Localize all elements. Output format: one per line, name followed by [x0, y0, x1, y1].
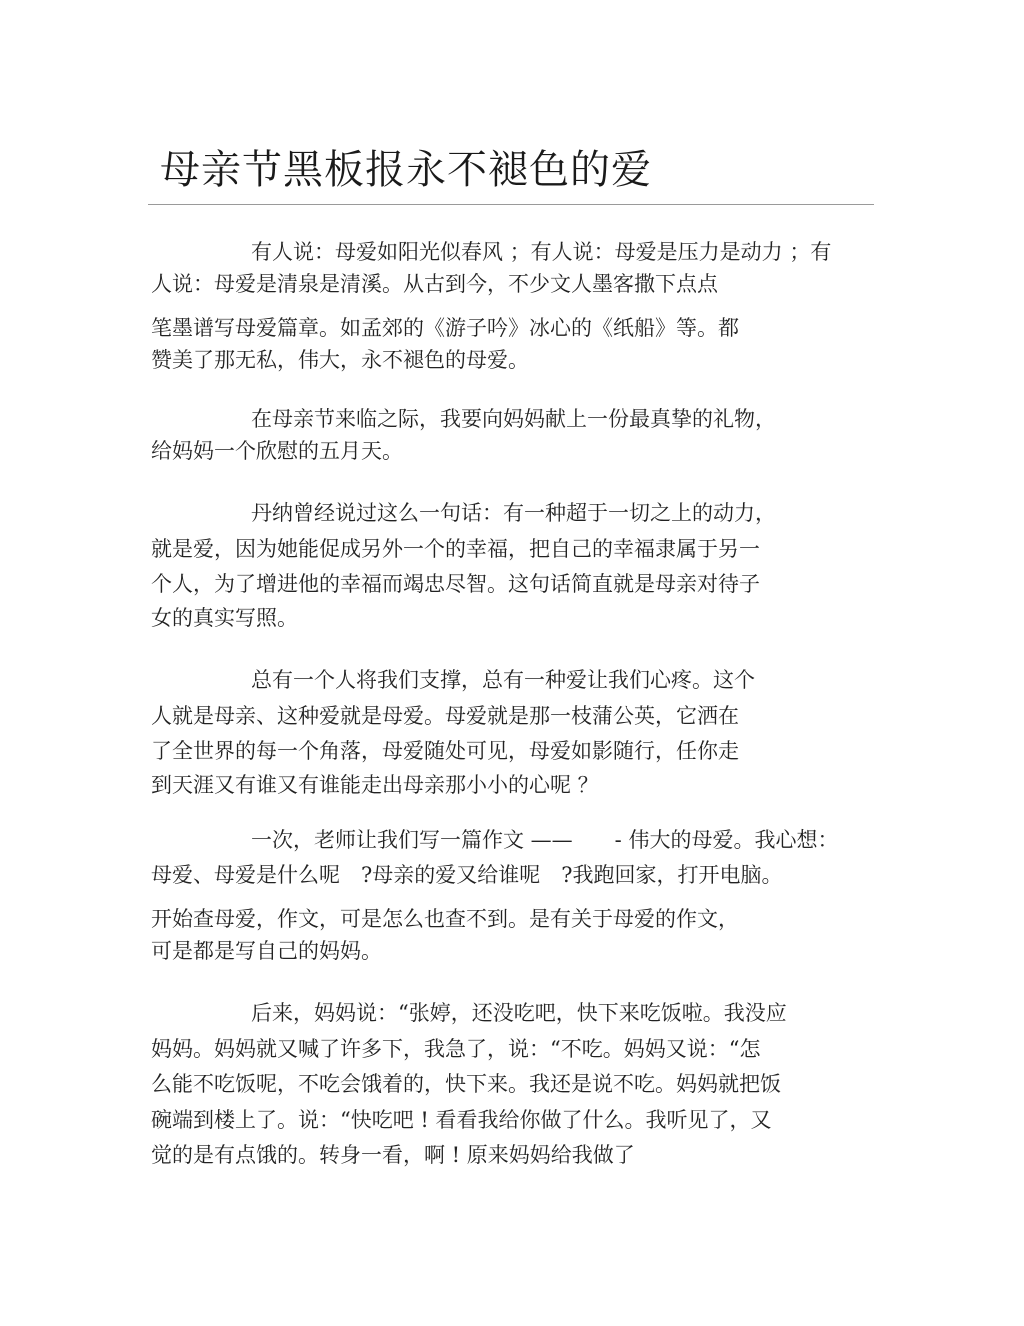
body-line: 给妈妈一个欣慰的五月天。: [151, 439, 403, 463]
body-line: 一次，老师让我们写一篇作文 —— - 伟大的母爱。我心想：: [251, 828, 839, 852]
body-line: 可是都是写自己的妈妈。: [151, 939, 382, 963]
title-divider: [148, 204, 874, 205]
body-line: 赞美了那无私，伟大，永不褪色的母爱。: [151, 348, 529, 372]
body-line: 开始查母爱，作文，可是怎么也查不到。是有关于母爱的作文，: [151, 907, 739, 931]
body-line: 个人，为了增进他的幸福而竭忠尽智。这句话简直就是母亲对待子: [151, 572, 760, 596]
body-line: 就是爱，因为她能促成另外一个的幸福，把自己的幸福隶属于另一: [151, 537, 760, 561]
body-line: 在母亲节来临之际，我要向妈妈献上一份最真挚的礼物，: [251, 407, 776, 431]
body-line: 到天涯又有谁又有谁能走出母亲那小小的心呢 ？: [151, 773, 599, 797]
body-line: 丹纳曾经说过这么一句话：有一种超于一切之上的动力，: [251, 501, 776, 525]
body-line: 总有一个人将我们支撑，总有一种爱让我们心疼。这个: [251, 668, 755, 692]
body-line: 人就是母亲、这种爱就是母爱。母爱就是那一枝蒲公英，它洒在: [151, 704, 739, 728]
body-line: 笔墨谱写母爱篇章。如孟郊的《游子吟》冰心的《纸船》等。都: [151, 316, 739, 340]
body-line: 碗端到楼上了。说：“快吃吧 ! 看看我给你做了什么。我听见了，又: [151, 1108, 772, 1132]
body-line: 妈妈。妈妈就又喊了许多下，我急了，说：“不吃。妈妈又说：“怎: [151, 1037, 761, 1061]
body-line: 母爱、母爱是什么呢 ?母亲的爱又给谁呢 ?我跑回家，打开电脑。: [151, 863, 783, 887]
body-line: 么能不吃饭呢，不吃会饿着的，快下来。我还是说不吃。妈妈就把饭: [151, 1072, 781, 1096]
body-line: 后来，妈妈说：“张婷，还没吃吧，快下来吃饭啦。我没应: [251, 1001, 787, 1025]
body-line: 女的真实写照。: [151, 606, 298, 630]
body-line: 觉的是有点饿的。转身一看，啊 ! 原来妈妈给我做了: [151, 1143, 635, 1167]
body-line: 有人说：母爱如阳光似春风 ；有人说：母爱是压力是动力 ；有: [251, 240, 832, 264]
body-line: 人说：母爱是清泉是清溪。从古到今，不少文人墨客撒下点点: [151, 272, 718, 296]
document-title: 母亲节黑板报永不褪色的爱: [160, 147, 652, 193]
body-line: 了全世界的每一个角落，母爱随处可见，母爱如影随行，任你走: [151, 739, 739, 763]
